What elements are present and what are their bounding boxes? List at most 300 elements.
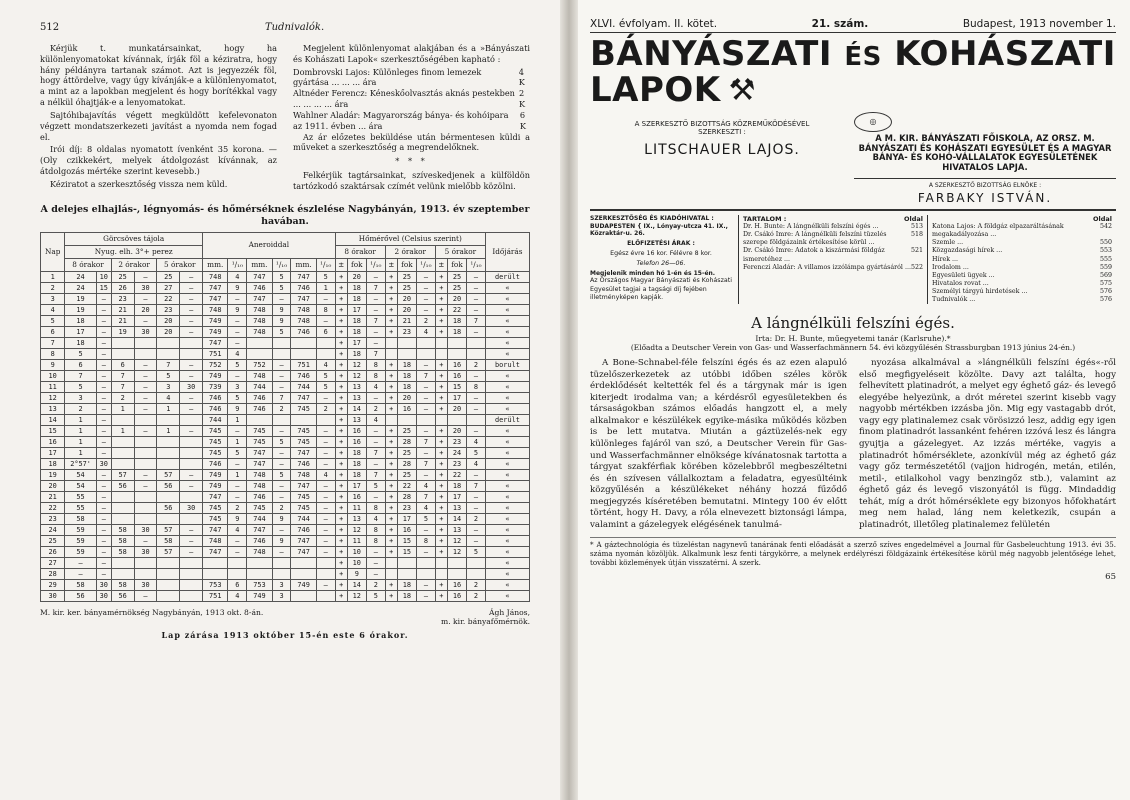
table-cell: 4 bbox=[228, 348, 247, 359]
table-cell: + bbox=[335, 568, 347, 579]
table-cell bbox=[134, 568, 157, 579]
table-cell bbox=[157, 447, 180, 458]
table-cell: — bbox=[134, 271, 157, 282]
table-cell: + bbox=[435, 513, 447, 524]
table-cell: + bbox=[385, 315, 397, 326]
table-cell: « bbox=[485, 304, 529, 315]
table-cell bbox=[385, 414, 397, 425]
table-cell bbox=[416, 568, 435, 579]
table-cell: « bbox=[485, 491, 529, 502]
table-cell: 17 bbox=[347, 337, 366, 348]
table-cell: 18 bbox=[347, 469, 366, 480]
table-cell: 58 bbox=[111, 535, 134, 546]
table-cell: + bbox=[335, 315, 347, 326]
table-cell: 21 bbox=[111, 315, 134, 326]
table-cell: 28 bbox=[41, 568, 65, 579]
table-cell: + bbox=[435, 458, 447, 469]
table-cell bbox=[447, 557, 466, 568]
table-cell: 749 bbox=[203, 370, 228, 381]
table-cell: 28 bbox=[397, 458, 416, 469]
table-cell: — bbox=[96, 359, 111, 370]
table-cell: — bbox=[96, 370, 111, 381]
table-cell: — bbox=[316, 447, 335, 458]
table-cell: — bbox=[180, 403, 203, 414]
table-cell: 30 bbox=[41, 590, 65, 601]
table-cell: — bbox=[316, 458, 335, 469]
table-cell: 5 bbox=[316, 370, 335, 381]
table-cell: 17 bbox=[447, 392, 466, 403]
table-cell bbox=[247, 337, 272, 348]
table-cell: 13 bbox=[347, 392, 366, 403]
table-cell: 12 bbox=[347, 359, 366, 370]
table-cell bbox=[316, 348, 335, 359]
table-cell: 8 bbox=[416, 535, 435, 546]
table-cell: — bbox=[180, 304, 203, 315]
table-cell: — bbox=[134, 381, 157, 392]
table-cell: 17 bbox=[447, 491, 466, 502]
table-cell: — bbox=[467, 524, 486, 535]
table-cell bbox=[157, 458, 180, 469]
table-cell: — bbox=[96, 348, 111, 359]
table-cell: — bbox=[134, 315, 157, 326]
table-cell: 748 bbox=[203, 304, 228, 315]
table-cell: 748 bbox=[247, 315, 272, 326]
table-cell: 9 bbox=[272, 304, 291, 315]
table-cell: + bbox=[435, 293, 447, 304]
table-cell: 12 bbox=[447, 535, 466, 546]
notice-paragraph: Az ár előzetes beküldése után bérmentesen küldi a műveket a szerkesztőség a megrendelőknek. bbox=[293, 131, 530, 153]
table-cell: + bbox=[385, 590, 397, 601]
table-cell bbox=[134, 557, 157, 568]
table-cell: 6 bbox=[65, 359, 96, 370]
table-cell bbox=[416, 337, 435, 348]
table-cell: — bbox=[316, 315, 335, 326]
table-cell: 18 bbox=[347, 315, 366, 326]
table-cell: 7 bbox=[111, 370, 134, 381]
table-cell: — bbox=[467, 326, 486, 337]
table-cell: 753 bbox=[203, 579, 228, 590]
table-cell: 7 bbox=[41, 337, 65, 348]
table-row bbox=[41, 447, 530, 458]
table-cell: 4 bbox=[316, 469, 335, 480]
table-cell: + bbox=[385, 326, 397, 337]
table-cell: 744 bbox=[291, 513, 316, 524]
table-cell: + bbox=[385, 425, 397, 436]
table-cell bbox=[435, 557, 447, 568]
price-item: Dombrovski Lajos: Különleges finom lemezek gyártása ... ... ... ára 4 K bbox=[293, 66, 525, 88]
table-cell: 26 bbox=[41, 546, 65, 557]
page-number: 512 bbox=[40, 22, 60, 33]
table-cell: 746 bbox=[203, 403, 228, 414]
table-cell: — bbox=[416, 293, 435, 304]
table-cell: 747 bbox=[291, 271, 316, 282]
table-cell: — bbox=[96, 491, 111, 502]
table-cell: 28 bbox=[397, 436, 416, 447]
table-cell: — bbox=[134, 480, 157, 491]
table-cell: « bbox=[485, 590, 529, 601]
table-cell: borult bbox=[485, 359, 529, 370]
table-cell: 15 bbox=[96, 282, 111, 293]
table-cell: « bbox=[485, 293, 529, 304]
table-cell bbox=[157, 557, 180, 568]
table-cell bbox=[134, 502, 157, 513]
table-cell: 54 bbox=[65, 480, 96, 491]
table-cell: — bbox=[228, 535, 247, 546]
table-cell: — bbox=[467, 491, 486, 502]
table-cell: 58 bbox=[65, 579, 96, 590]
table-cell bbox=[385, 348, 397, 359]
table-cell: 4 bbox=[366, 513, 385, 524]
table-cell bbox=[203, 557, 228, 568]
table-cell bbox=[180, 491, 203, 502]
table-cell: + bbox=[335, 469, 347, 480]
table-cell: 22 bbox=[41, 502, 65, 513]
table-cell: 18 bbox=[347, 458, 366, 469]
table-cell: 20 bbox=[157, 315, 180, 326]
table-cell: 746 bbox=[291, 326, 316, 337]
table-cell: — bbox=[96, 337, 111, 348]
table-cell: 16 bbox=[447, 370, 466, 381]
table-cell: 746 bbox=[291, 524, 316, 535]
observation-table: Nap Görcsöves tájola Aneroiddal Hőmérővel (Celsius szerint) Időjárás Nyug. elh. 3°+ perez 8 órakor 2 órakor 5 órakor 8 órakor 2 órakor 5 órakor mm. ¹/₁₀ mm. ¹/₁₀ mm. ¹/₁₀ ± fok ¹/₁₀ ± fok ¹/₁₀ ± fok ¹/₁₀ 1 24 10 25 — 25 — 748 4 747 5 747 5 + 20 — + 25 — + 25 — derült 2 24 15 26 30 27 — 747 9 746 5 746 1 + 18 7 + 25 — + 25 — « 3 19 — 23 — 22 — 747 — 747 — 747 — + 18 — + 20 — + 20 — « 4 19 — 21 20 23 — 748 9 748 9 748 8 + 17 — + 20 — + 22 — « 5 18 — 21 — 20 — 749 — 748 9 748 — + 18 7 + 21 2 + 18 7 « 6 17 — 19 30 20 — 749 — 748 5 746 6 + 18 — + 23 4 + 18 — « 7 18 — 747 — + 17 — « 8 5 — 751 4 + 18 7 « 9 6 — 6 — 7 — 752 5 752 — 751 4 + 12 8 + 18 — + 16 2 borult 10 7 — 7 — 5 — 749 — 748 — 746 5 + 12 8 + 18 7 + 16 — « 11 5 — 7 — 3 30 739 3 744 — 744 5 + 13 4 + 18 — + 15 8 « 12 3 — 2 — 4 — 746 5 746 7 747 — + 13 — + 20 — + 17 — « 13 2 — 1 — 1 — 746 9 746 2 745 2 + 14 2 + 16 — + 20 — « 14 1 — 744 1 + 13 4 derült 15 1 — 1 — 1 — 745 — 745 — 745 — + 16 — + 25 — + 20 — « 16 1 — 745 1 745 5 745 — + 16 — + 28 7 + 23 4 « 17 1 — 745 5 747 — 747 — + 18 7 + 25 — + 24 5 « 18 2°57' 30 746 — 747 — 746 — + 18 — + 28 7 + 23 4 « 19 54 — 57 — 57 — 749 1 748 5 748 4 + 18 7 + 25 — + 22 — « 20 54 — 56 — 56 — 749 — 748 — 747 — + 17 5 + 22 4 + 18 7 « 21 55 — 747 — 746 — 745 — + 16 — + 28 7 + 17 — « 22 55 — 56 30 745 2 745 2 745 — + 11 8 + 23 4 + 13 — « 23 58 — 745 9 744 9 744 — + 13 4 + 17 5 + 14 2 « 24 59 — 58 30 57 — 747 4 747 — 746 — + 12 8 + 16 — + 13 — « 25 59 — 58 — 58 — 748 — 746 9 747 — + 11 8 + 15 8 + 12 — « 26 59 — 58 30 57 — 747 — 748 — 747 — + 10 — + 15 — + 12 5 « 27 — — + 10 — « 28 — — + 9 — « 29 58 30 58 30 753 6 753 3 749 — + 14 2 + 18 — + 16 2 « 30 56 30 56 — 751 4 749 3 + 12 5 + 18 — + 16 2 « bbox=[40, 232, 530, 602]
table-cell bbox=[180, 458, 203, 469]
table-cell: + bbox=[385, 535, 397, 546]
table-cell: 2 bbox=[272, 502, 291, 513]
table-cell bbox=[180, 337, 203, 348]
table-cell: 24 bbox=[41, 524, 65, 535]
table-cell: 748 bbox=[291, 469, 316, 480]
table-cell bbox=[467, 568, 486, 579]
table-cell: 7 bbox=[157, 359, 180, 370]
table-cell: + bbox=[385, 546, 397, 557]
table-cell: + bbox=[385, 458, 397, 469]
signature-place: M. kir. ker. bányamérnökség Nagybányán, 1913 okt. 8-án. bbox=[40, 607, 264, 617]
table-cell: 27 bbox=[41, 557, 65, 568]
table-cell: 59 bbox=[65, 546, 96, 557]
table-cell: — bbox=[272, 491, 291, 502]
table-cell: + bbox=[385, 524, 397, 535]
table-cell: 18 bbox=[397, 359, 416, 370]
table-cell: 56 bbox=[157, 502, 180, 513]
toc-entry: Személyi tárgyú hirdetések ... 576 bbox=[932, 287, 1112, 295]
table-cell: 8 bbox=[316, 304, 335, 315]
notice-paragraph: Kérjük t. munkatársainkat, hogy ha különlenyomatokat kívánnak, írják föl a kéziratra, hogy hány példányra tartanak számot. Azt is jegyezzék föl, hogy áttördelve, vagy úgy kívánják-e a különlenyomatot, a mint az a lapokban megjelent és hogy borítékkal vagy a nélkül óhajtják-e a lenyomatokat. bbox=[40, 43, 277, 108]
table-cell: 745 bbox=[247, 436, 272, 447]
table-cell bbox=[134, 513, 157, 524]
table-cell: — bbox=[96, 315, 111, 326]
table-cell: — bbox=[180, 546, 203, 557]
table-cell: 16 bbox=[347, 491, 366, 502]
table-cell: — bbox=[272, 359, 291, 370]
running-head bbox=[40, 22, 530, 33]
table-cell: « bbox=[485, 469, 529, 480]
table-cell: — bbox=[467, 304, 486, 315]
table-cell: 17 bbox=[397, 513, 416, 524]
table-cell: 748 bbox=[247, 546, 272, 557]
table-cell: — bbox=[134, 293, 157, 304]
table-row bbox=[41, 304, 530, 315]
table-cell: 4 bbox=[316, 359, 335, 370]
col-thermo: Hőmérővel (Celsius szerint) bbox=[335, 232, 485, 245]
table-cell: 11 bbox=[41, 381, 65, 392]
table-cell: 12 bbox=[347, 524, 366, 535]
notice-paragraph: Megjelent különlenyomat alakjában és a »Bányászati és Kohászati Lapok« szerkesztőségében kapható : bbox=[293, 43, 530, 64]
table-cell bbox=[272, 557, 291, 568]
table-cell: — bbox=[467, 392, 486, 403]
table-cell: + bbox=[335, 370, 347, 381]
table-cell: 12 bbox=[347, 590, 366, 601]
closing-note: Lap zárása 1913 október 15-én este 6 órakor. bbox=[161, 629, 409, 640]
table-cell bbox=[247, 557, 272, 568]
table-cell: — bbox=[366, 436, 385, 447]
notice-paragraph: Sajtóhibajavítás végett megküldött kefelevonaton végzett mondatszerkezeti javítást a nyomda nem fogad el. bbox=[40, 109, 277, 142]
table-cell: 4 bbox=[228, 590, 247, 601]
table-cell: — bbox=[467, 502, 486, 513]
table-cell: — bbox=[366, 568, 385, 579]
table-cell: 5 bbox=[65, 348, 96, 359]
table-cell bbox=[134, 458, 157, 469]
table-cell bbox=[447, 348, 466, 359]
table-row bbox=[41, 579, 530, 590]
table-cell: + bbox=[435, 370, 447, 381]
table-cell: 8 bbox=[366, 359, 385, 370]
table-cell: « bbox=[485, 282, 529, 293]
article-body bbox=[590, 358, 1116, 531]
table-cell: + bbox=[335, 326, 347, 337]
notices bbox=[40, 43, 530, 194]
table-cell: + bbox=[385, 436, 397, 447]
table-cell bbox=[180, 436, 203, 447]
table-cell: 753 bbox=[247, 579, 272, 590]
observation-body bbox=[41, 271, 530, 601]
table-cell: 747 bbox=[203, 491, 228, 502]
table-cell: 58 bbox=[111, 579, 134, 590]
table-cell: 57 bbox=[157, 546, 180, 557]
table-row bbox=[41, 568, 530, 579]
table-row bbox=[41, 557, 530, 568]
editor-block: A SZERKESZTŐ BIZOTTSÁG KÖZREMŰKÖDÉSÉVEL SZERKESZTI : LITSCHAUER LAJOS. bbox=[590, 112, 854, 205]
table-cell bbox=[447, 414, 466, 425]
table-cell: 5 bbox=[272, 271, 291, 282]
table-cell: « bbox=[485, 392, 529, 403]
table-cell: — bbox=[134, 535, 157, 546]
table-cell: 749 bbox=[203, 315, 228, 326]
table-cell: + bbox=[385, 293, 397, 304]
table-cell: — bbox=[366, 304, 385, 315]
table-row bbox=[41, 535, 530, 546]
table-cell: 17 bbox=[65, 326, 96, 337]
table-cell: 16 bbox=[447, 590, 466, 601]
toc-entry: Egyesületi ügyek ... 569 bbox=[932, 271, 1112, 279]
table-cell bbox=[180, 447, 203, 458]
table-cell: — bbox=[228, 480, 247, 491]
notice-col-1 bbox=[40, 43, 277, 194]
toc-entry: Hírek ... 555 bbox=[932, 255, 1112, 263]
table-cell: + bbox=[335, 447, 347, 458]
table-cell: + bbox=[435, 502, 447, 513]
table-cell: — bbox=[467, 535, 486, 546]
table-cell: 744 bbox=[203, 414, 228, 425]
table-cell: 15 bbox=[41, 425, 65, 436]
table-cell: 746 bbox=[291, 282, 316, 293]
table-cell: — bbox=[316, 502, 335, 513]
table-cell: — bbox=[366, 557, 385, 568]
table-cell: « bbox=[485, 513, 529, 524]
table-cell bbox=[111, 337, 134, 348]
table-cell: 2 bbox=[416, 315, 435, 326]
table-cell: 751 bbox=[203, 590, 228, 601]
table-cell: 30 bbox=[180, 381, 203, 392]
table-cell: 12 bbox=[41, 392, 65, 403]
table-cell bbox=[134, 348, 157, 359]
table-cell: 25 bbox=[397, 271, 416, 282]
table-cell: 744 bbox=[247, 381, 272, 392]
table-cell: + bbox=[335, 425, 347, 436]
table-cell: 747 bbox=[291, 392, 316, 403]
table-cell bbox=[272, 348, 291, 359]
table-cell bbox=[134, 491, 157, 502]
table-cell: + bbox=[435, 524, 447, 535]
table-cell: 747 bbox=[203, 524, 228, 535]
table-cell: 25 bbox=[157, 271, 180, 282]
table-cell: 22 bbox=[157, 293, 180, 304]
price-item: Wahlner Aladár: Magyarország bánya- és kohóipara az 1911. évben ... ára 6 K bbox=[293, 109, 527, 131]
toc-entry: Katona Lajos: A földgáz elpazaráltásának megakadályozása ... 542 bbox=[932, 223, 1112, 239]
table-cell: 7 bbox=[366, 315, 385, 326]
table-cell: + bbox=[385, 271, 397, 282]
table-cell: 5 bbox=[366, 480, 385, 491]
table-cell: 20 bbox=[157, 326, 180, 337]
table-cell: 5 bbox=[228, 392, 247, 403]
table-cell: 16 bbox=[347, 436, 366, 447]
table-cell: 747 bbox=[291, 535, 316, 546]
table-cell: « bbox=[485, 403, 529, 414]
table-cell: 748 bbox=[247, 480, 272, 491]
table-cell bbox=[435, 348, 447, 359]
table-cell: 18 bbox=[397, 381, 416, 392]
table-cell: 56 bbox=[111, 480, 134, 491]
table-cell: — bbox=[316, 392, 335, 403]
table-cell: 18 bbox=[347, 447, 366, 458]
table-cell: — bbox=[96, 403, 111, 414]
table-cell: — bbox=[272, 381, 291, 392]
table-cell: 18 bbox=[65, 315, 96, 326]
table-cell: 59 bbox=[65, 535, 96, 546]
table-cell: 746 bbox=[247, 282, 272, 293]
volume: XLVI. évfolyam. II. kötet. bbox=[590, 18, 718, 30]
table-cell bbox=[416, 414, 435, 425]
toc-entry: Hivatalos rovat ... 575 bbox=[932, 279, 1112, 287]
table-cell: 5 bbox=[366, 590, 385, 601]
table-cell: 2 bbox=[467, 513, 486, 524]
table-cell: 746 bbox=[247, 535, 272, 546]
table-cell: 12 bbox=[347, 370, 366, 381]
table-cell: 56 bbox=[157, 480, 180, 491]
table-cell: + bbox=[335, 337, 347, 348]
table-cell: 18 bbox=[447, 480, 466, 491]
table-cell: 748 bbox=[203, 535, 228, 546]
table-cell: 1 bbox=[157, 425, 180, 436]
table-cell: — bbox=[96, 304, 111, 315]
table-cell: + bbox=[335, 348, 347, 359]
table-cell: 745 bbox=[247, 502, 272, 513]
table-cell: + bbox=[435, 326, 447, 337]
table-cell: 4 bbox=[416, 502, 435, 513]
table-cell: 745 bbox=[203, 447, 228, 458]
table-cell: + bbox=[435, 579, 447, 590]
table-cell: — bbox=[134, 359, 157, 370]
table-cell: 748 bbox=[247, 469, 272, 480]
table-cell: 14 bbox=[347, 579, 366, 590]
table-cell bbox=[180, 557, 203, 568]
table-cell: 25 bbox=[41, 535, 65, 546]
table-cell: + bbox=[335, 282, 347, 293]
table-cell bbox=[316, 337, 335, 348]
table-cell: derült bbox=[485, 414, 529, 425]
masthead: BÁNYÁSZATI ÉS KOHÁSZATI LAPOK ⚒ bbox=[590, 34, 1116, 110]
table-cell: 2 bbox=[111, 392, 134, 403]
table-cell bbox=[157, 590, 180, 601]
table-cell: 25 bbox=[397, 425, 416, 436]
table-cell: 2 bbox=[467, 590, 486, 601]
page-number-right: 65 bbox=[1105, 572, 1116, 583]
table-cell: + bbox=[335, 403, 347, 414]
table-cell: « bbox=[485, 326, 529, 337]
table-cell: 1 bbox=[65, 414, 96, 425]
table-cell bbox=[316, 590, 335, 601]
table-cell: 21 bbox=[41, 491, 65, 502]
table-cell: « bbox=[485, 425, 529, 436]
table-cell: 1 bbox=[228, 469, 247, 480]
table-cell: 4 bbox=[366, 381, 385, 392]
hammer-icon: ⚒ bbox=[728, 72, 757, 108]
table-cell: 746 bbox=[291, 458, 316, 469]
table-cell: 2 bbox=[316, 403, 335, 414]
official-block bbox=[854, 112, 1116, 205]
table-cell: — bbox=[416, 381, 435, 392]
page-gutter bbox=[560, 0, 578, 800]
table-cell: — bbox=[134, 403, 157, 414]
table-cell bbox=[291, 557, 316, 568]
table-cell: 25 bbox=[111, 271, 134, 282]
table-cell: + bbox=[335, 436, 347, 447]
table-cell: 1 bbox=[111, 403, 134, 414]
table-cell: + bbox=[335, 392, 347, 403]
table-cell: 56 bbox=[111, 590, 134, 601]
table-cell: + bbox=[435, 590, 447, 601]
compass-sub: Nyug. elh. 3°+ perez bbox=[65, 245, 203, 258]
table-cell bbox=[397, 348, 416, 359]
table-cell: 7 bbox=[416, 370, 435, 381]
table-cell: + bbox=[435, 436, 447, 447]
table-cell bbox=[291, 348, 316, 359]
editor-name: LITSCHAUER LAJOS. bbox=[644, 142, 800, 159]
table-cell: + bbox=[435, 403, 447, 414]
table-cell: 10 bbox=[41, 370, 65, 381]
table-row bbox=[41, 381, 530, 392]
table-cell: 25 bbox=[447, 282, 466, 293]
table-cell: « bbox=[485, 337, 529, 348]
table-cell: — bbox=[96, 326, 111, 337]
table-cell: 4 bbox=[416, 480, 435, 491]
table-cell: — bbox=[134, 469, 157, 480]
table-cell: 5 bbox=[416, 513, 435, 524]
table-cell: + bbox=[335, 414, 347, 425]
table-cell: 18 bbox=[41, 458, 65, 469]
table-cell bbox=[467, 414, 486, 425]
table-cell: 4 bbox=[467, 458, 486, 469]
table-cell: 745 bbox=[203, 425, 228, 436]
